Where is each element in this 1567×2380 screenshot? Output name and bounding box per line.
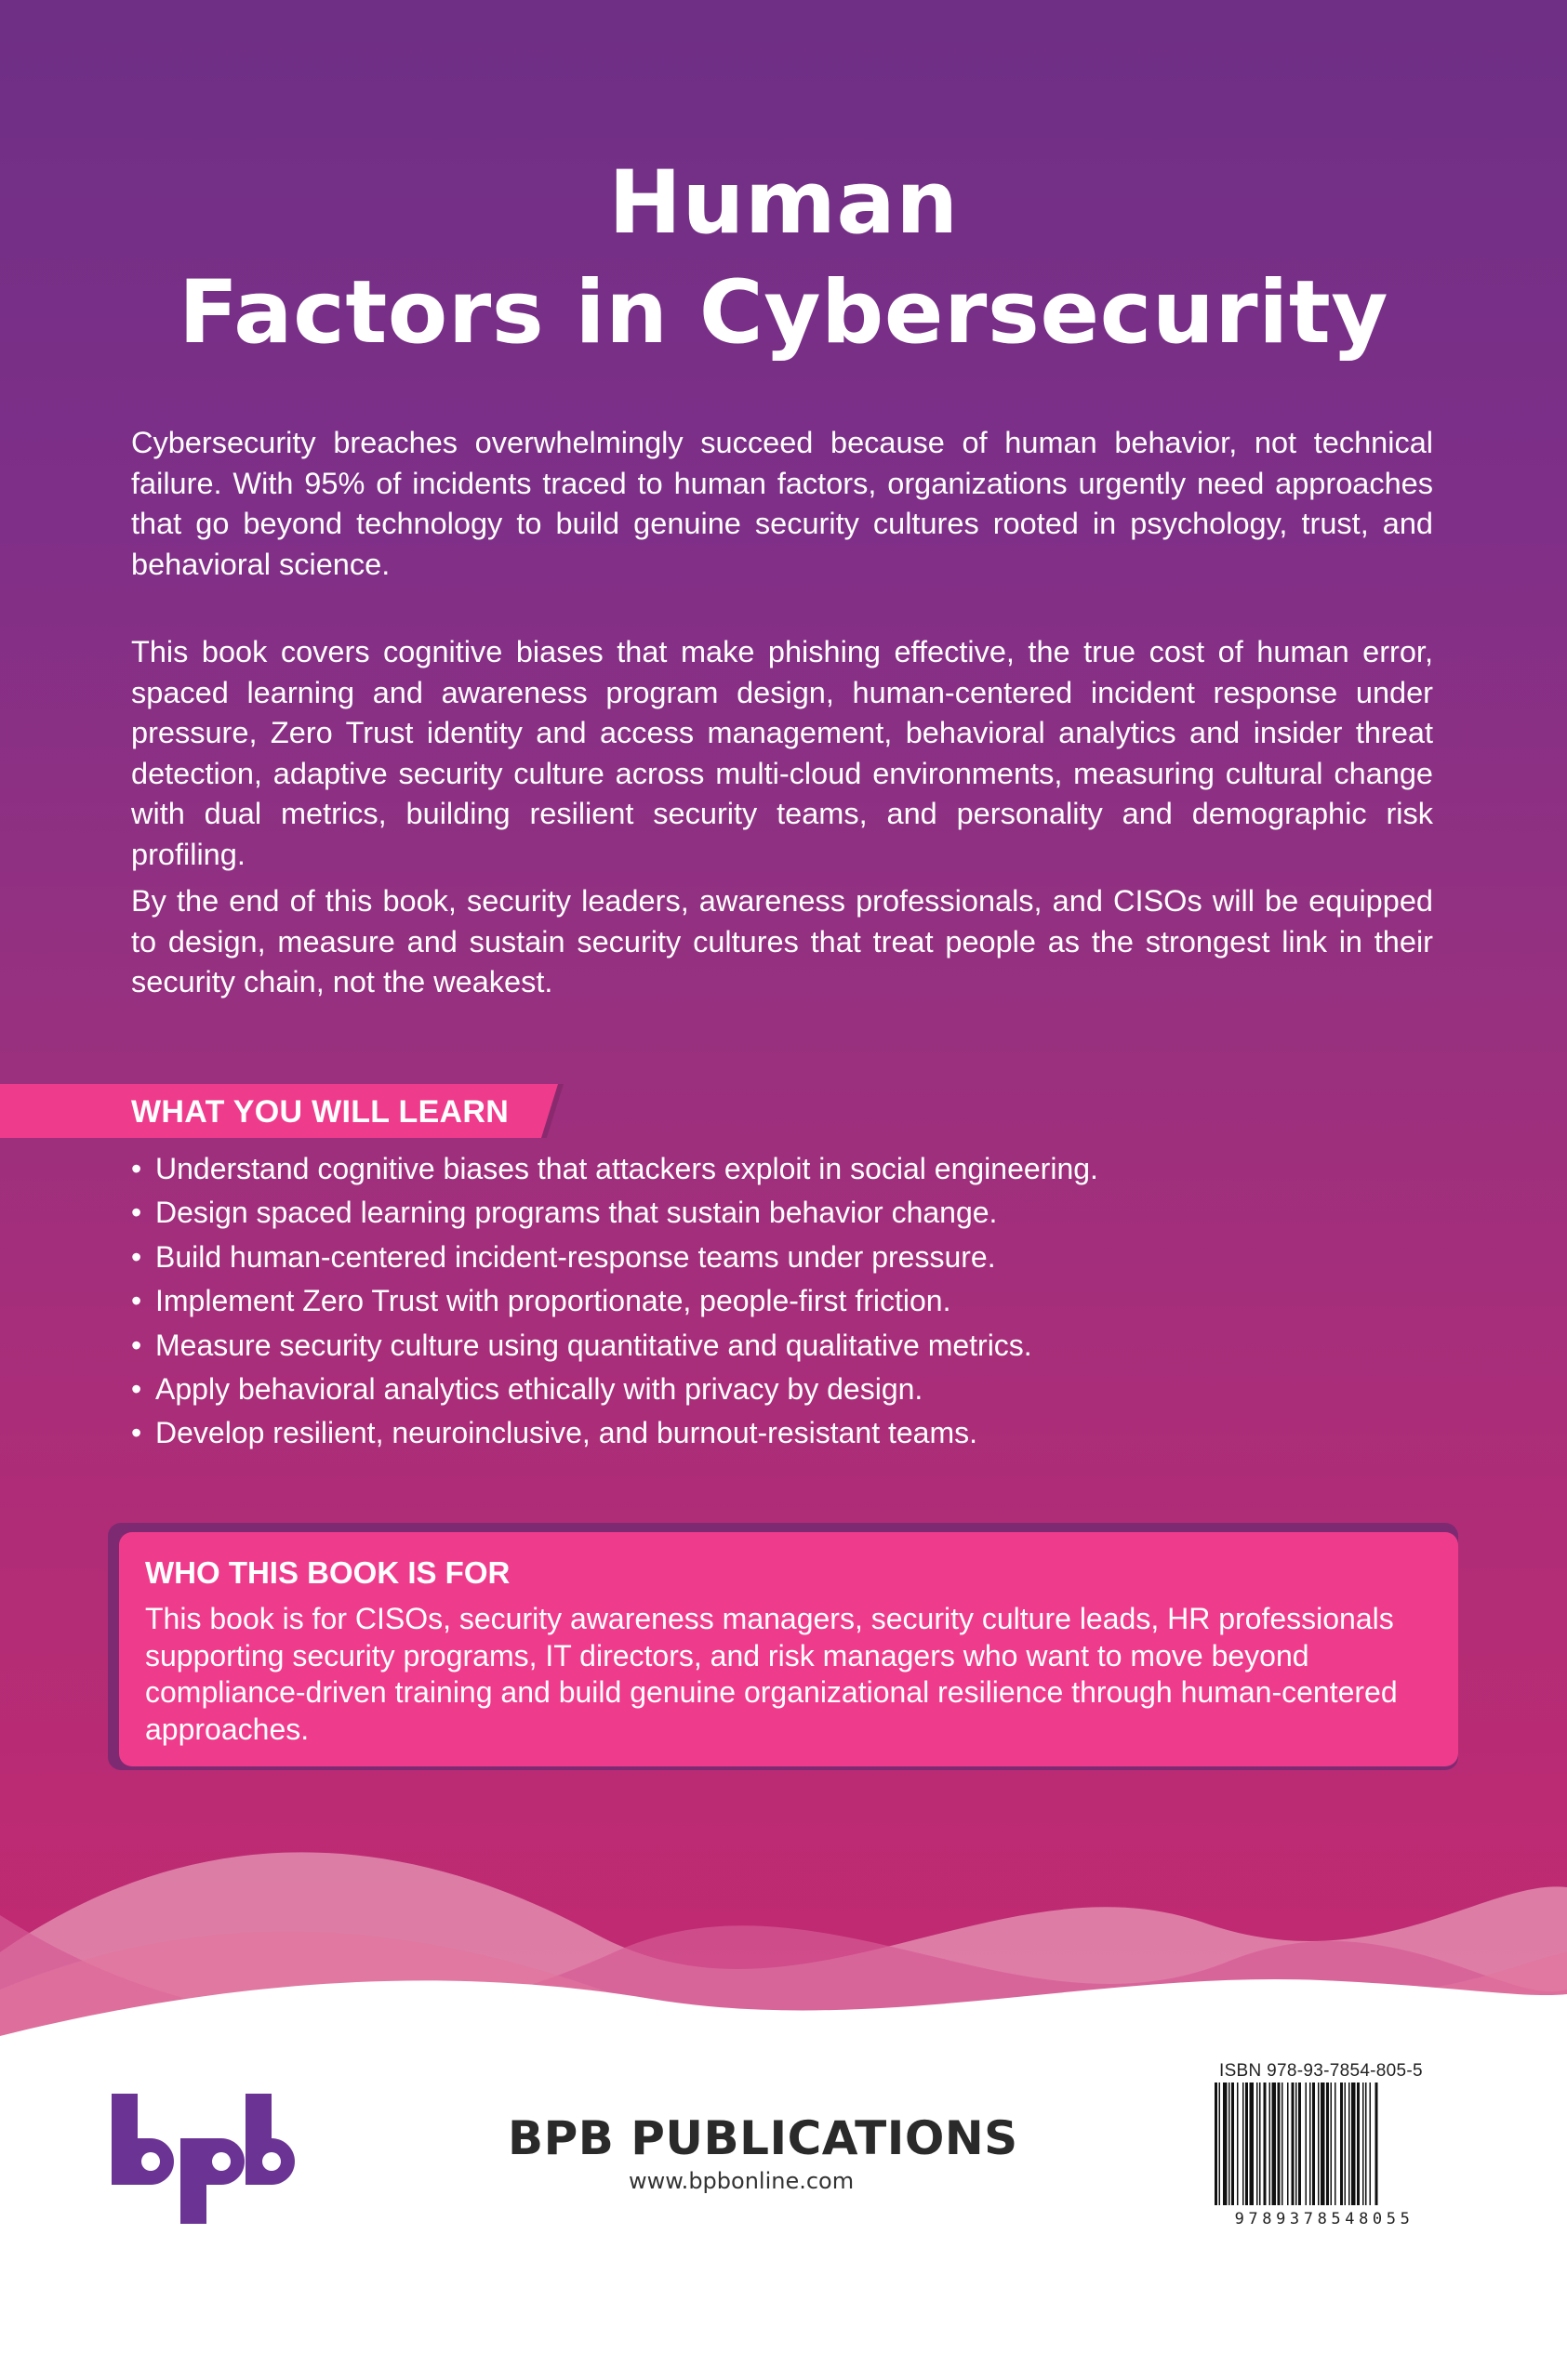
barcode-bar — [1264, 2082, 1267, 2205]
barcode-icon — [1205, 2082, 1438, 2228]
barcode-bar — [1335, 2082, 1336, 2205]
barcode-bar — [1321, 2082, 1325, 2205]
learn-item: • Apply behavioral analytics ethically with privacy by design. — [131, 1368, 1433, 1411]
audience-heading: WHO THIS BOOK IS FOR — [145, 1555, 511, 1590]
barcode-bar — [1272, 2082, 1277, 2205]
bullet-icon: • — [131, 1239, 142, 1274]
barcode-bar — [1326, 2082, 1329, 2205]
barcode-bar — [1228, 2082, 1230, 2205]
barcode-bar — [1351, 2082, 1356, 2205]
barcode-bar — [1298, 2082, 1301, 2205]
barcode-bar — [1278, 2082, 1281, 2205]
barcode-bar — [1231, 2082, 1234, 2205]
barcode-bar — [1223, 2082, 1228, 2205]
barcode-bar — [1365, 2082, 1367, 2205]
bpb-logo-icon — [110, 2094, 296, 2224]
learn-list — [131, 1147, 1433, 1456]
barcode-bar — [1219, 2082, 1221, 2205]
learn-item: • Understand cognitive biases that attackers exploit in social engineering. — [131, 1147, 1433, 1191]
barcode-bar — [1348, 2082, 1350, 2205]
audience-text: This book is for CISOs, security awareness managers, security culture leads, HR professionals supporting security programs, IT directors, and risk managers who want to move beyond compliance-driven training and build genuine organizational resilience through human-centered approaches. — [145, 1602, 1398, 1746]
learn-item: • Measure security culture using quantitative and qualitative metrics. — [131, 1324, 1433, 1368]
barcode-bar — [1331, 2082, 1333, 2205]
learn-item: • Implement Zero Trust with proportionate, people-first friction. — [131, 1279, 1433, 1323]
bullet-icon: • — [131, 1416, 142, 1450]
description-paragraph-2: This book covers cognitive biases that make phishing effective, the true cost of human error, spaced learning and awareness program design, human-centered incident response under pressure, Zero Trust identity and access management, behavioral analytics and insider threat detection, adaptive security culture across multi-cloud environments, measuring cultural change with dual metrics, building resilient security teams, and personality and demographic risk profiling. — [131, 635, 1433, 871]
barcode-bar — [1269, 2082, 1271, 2205]
barcode-bar — [1340, 2082, 1343, 2205]
learn-item: • Design spaced learning programs that sustain behavior change. — [131, 1191, 1433, 1235]
barcode-bar — [1256, 2082, 1258, 2205]
barcode-bar — [1357, 2082, 1360, 2205]
bullet-icon: • — [131, 1196, 142, 1230]
barcode-bar — [1250, 2082, 1255, 2205]
isbn-label: ISBN 978-93-7854-805-5 — [1219, 2061, 1423, 2081]
barcode-bar — [1375, 2082, 1378, 2205]
description-paragraph-3: By the end of this book, security leaders, awareness professionals, and CISOs will be equipped to design, measure and sustain security cultures that treat people as the strongest link in their security chain, not the weakest. — [131, 884, 1433, 998]
publisher-name: BPB PUBLICATIONS — [508, 2111, 1018, 2165]
learn-item: • Build human-centered incident-response teams under pressure. — [131, 1236, 1433, 1279]
barcode-bar — [1370, 2082, 1372, 2205]
book-title-line1: Human — [608, 152, 959, 254]
barcode-bar — [1362, 2082, 1364, 2205]
barcode-bar — [1237, 2082, 1239, 2205]
description-paragraph-1: Cybersecurity breaches overwhelmingly succeed because of human behavior, not technical failure. With 95% of incidents traced to human factors, organizations urgently need approaches that go beyond technology to build genuine security cultures rooted in psychology, trust, and behavioral science. — [131, 426, 1433, 581]
barcode-bar — [1245, 2082, 1248, 2205]
book-title-line2: Factors in Cybersecurity — [178, 262, 1389, 364]
learn-item: • Develop resilient, neuroinclusive, and burnout-resistant teams. — [131, 1411, 1433, 1455]
barcode-bar — [1312, 2082, 1315, 2205]
bullet-icon: • — [131, 1284, 142, 1318]
publisher-website: www.bpbonline.com — [629, 2168, 855, 2194]
barcode-bar — [1281, 2082, 1283, 2205]
barcode-bar — [1242, 2082, 1244, 2205]
learn-heading: WHAT YOU WILL LEARN — [131, 1094, 510, 1130]
barcode-bar — [1309, 2082, 1311, 2205]
barcode-bar — [1292, 2082, 1295, 2205]
bullet-icon: • — [131, 1372, 142, 1407]
barcode-bar — [1295, 2082, 1297, 2205]
barcode-bar — [1318, 2082, 1320, 2205]
barcode-bar — [1345, 2082, 1347, 2205]
barcode-bar — [1306, 2082, 1308, 2205]
bullet-icon: • — [131, 1328, 142, 1362]
barcode-bar — [1215, 2082, 1217, 2205]
bullet-icon: • — [131, 1152, 142, 1185]
barcode-bar — [1259, 2082, 1261, 2205]
decorative-waves — [0, 1822, 1567, 2082]
barcode-bar — [1287, 2082, 1289, 2205]
barcode-digits: 9789378548055 — [1234, 2210, 1414, 2228]
